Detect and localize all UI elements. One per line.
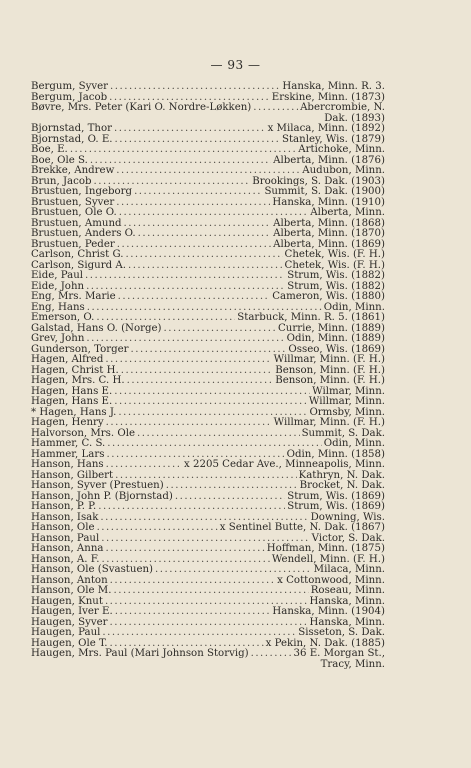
entry-name: Brun, Jacob [31,175,92,187]
dot-leader [85,271,285,282]
entry-name: Haugen, Mrs. Paul (Mari Johnson Storvig) [31,648,249,659]
list-item [31,229,385,240]
entry-place: Cameron, Wis. (1880) [272,291,385,302]
list-item [31,250,385,261]
dot-leader [115,607,271,618]
entry-place: Roseau, Minn. [310,585,385,596]
dot-leader [251,649,292,660]
dot-leader [121,366,273,377]
entry-place: Wilmar, Minn. [312,385,385,397]
entry-place: Odin, Minn. [323,438,385,449]
dot-leader [90,156,271,167]
entry-place: Kathryn, N. Dak. [298,469,385,481]
entry-name: Boe, Ole S. [31,154,88,166]
dot-leader [138,229,271,240]
entry-name: Hagen, Alfred [31,354,104,365]
entry-name: Eng, Hans [31,301,85,313]
dot-leader [155,565,312,576]
entry-place: Stanley, Wis. (1879) [281,133,385,145]
entry-place: x Milaca, Minn. (1892) [267,123,385,134]
entry-place: Artichoke, Minn. [298,144,385,155]
list-item [31,418,385,429]
entry-name: Bjornstad, O. E. [31,133,113,145]
entry-name: Eng, Mrs. Marie [31,291,116,302]
list-item [31,460,385,471]
dot-leader [110,576,276,587]
entry-place: x Pekin, N. Dak. (1885) [265,637,385,649]
entry-name: Brustuen, Syver [31,196,115,208]
entry-name: Hanson, Anna [31,543,104,554]
entry-name: Brustuen, Ingeborg [31,186,133,197]
entry-place: Currie, Minn. (1889) [277,322,385,334]
entry-place: Ormsby, Minn. [309,406,385,418]
dot-leader [70,145,296,156]
entry-place: Hoffman, Minn. (1875) [266,543,385,554]
entry-place: Downing, Wis. [310,511,385,523]
dot-leader [131,345,287,356]
list-item [31,397,385,408]
dot-leader [125,250,282,261]
entry-place: Erskine, Minn. (1873) [271,91,385,103]
entry-name: Emerson, O. [31,312,95,323]
entry-place: Alberta, Minn. [310,207,385,218]
list-item [31,355,385,366]
entry-place: Willmar, Minn. (F. H.) [273,417,385,428]
list-item [31,586,385,597]
entry-name: Hammer, C. S. [31,438,106,449]
entry-place: Alberta, Minn. (1870) [273,228,385,239]
entry-place: Summit, S. Dak. [301,427,385,439]
dot-leader [114,397,307,408]
entry-place: Alberta, Minn. (1876) [273,154,385,166]
entry-place: Hanska, Minn. R. 3. [282,81,385,92]
entry-name: Bjornstad, Thor [31,123,112,134]
entry-name: * Hagen, Hans J. [31,406,117,418]
list-item [31,523,385,534]
entry-place: 36 E. Morgan St., [293,648,385,659]
entry-name: Hanson, Isak [31,511,99,523]
entry-place: Brookings, S. Dak. (1903) [252,175,385,187]
entry-place: x 2205 Cedar Ave., Minneapolis, Minn. [184,459,385,470]
entry-name: Bergum, Syver [31,81,108,92]
entry-name: Eide, Paul [31,270,84,281]
entry-name: Haugen, Syver [31,616,108,628]
entry-place: Hanska, Minn. (1910) [272,196,385,208]
list-item [31,292,385,303]
entry-name: Hanson, Ole [31,522,95,533]
entry-name: Hanson, Syver (Prestuen) [31,480,164,491]
entry-name: Hanson, Anton [31,574,108,586]
dot-leader [105,544,264,555]
dot-leader [113,586,308,597]
entry-place: Benson, Minn. (F. H.) [275,364,385,376]
entry-name: Brustuen, Anders O. [31,228,136,239]
entry-name: Haugen, Iver E. [31,606,113,617]
dot-leader [127,376,274,387]
list-item [31,103,385,114]
entry-place: Osseo, Wis. (1869) [288,343,385,355]
entry-name: Carlson, Sigurd A. [31,259,126,271]
dot-leader [98,502,285,513]
list-item [31,439,385,450]
entry-place: Strum, Wis. (1869) [287,490,385,502]
entry-name: Hanson, Paul [31,532,100,544]
entry-name: Grev, John [31,333,85,344]
entry-place: Brocket, N. Dak. [299,480,385,491]
entry-name: Halvorson, Mrs. Ole [31,427,136,439]
entry-place: Milaca, Minn. [313,564,385,575]
list-item [31,607,385,618]
dot-leader [164,324,276,335]
dot-leader [116,166,300,177]
entry-place: Starbuck, Minn. R. 5. (1861) [237,312,385,323]
list-item [31,649,385,660]
dot-leader [86,334,284,345]
entry-place: Odin, Minn. [323,301,385,313]
entry-name: Haugen, Ole T. [31,637,108,649]
dot-leader [117,240,271,251]
dot-leader [119,208,309,219]
dot-leader [105,355,271,366]
entry-place: x Cottonwood, Minn. [277,574,385,586]
entry-name: Hanson, Ole (Svastuen) [31,564,154,575]
entry-name: Haugen, Knut [31,595,103,607]
dot-leader [86,282,285,293]
entry-place: Sisseton, S. Dak. [298,627,385,638]
entry-name: Bøvre, Mrs. Peter (Kari O. Nordre-Løkken) [31,102,252,113]
entry-name: Brustuen, Ole O. [31,207,117,218]
entry-name: Hagen, Henry [31,417,104,428]
list-item [31,481,385,492]
list-item [31,82,385,93]
entry-name: Eide, John [31,280,85,292]
dot-leader [106,418,272,429]
dot-leader [134,187,262,198]
list-item [31,565,385,576]
entry-place: Victor, S. Dak. [311,532,385,544]
entry-place: Hanska, Minn. [309,595,385,607]
entry-place-continuation: Tracy, Minn. [320,658,385,670]
dot-leader [110,82,280,93]
entry-place: Strum, Wis. (1882) [287,270,385,281]
entry-name: Brustuen, Peder [31,238,115,250]
list-item [31,376,385,387]
dot-leader [110,618,308,629]
list-item [31,124,385,135]
dot-leader [107,439,321,450]
dot-leader [128,261,283,272]
entry-name: Hagen, Hans E. [31,385,113,397]
entry-name: Brekke, Andrew [31,165,115,176]
list-item [31,628,385,639]
dot-leader [96,313,235,324]
list-item [31,544,385,555]
entry-name: Hanson, Ole M. [31,585,112,596]
entry-place: Summit, S. Dak. (1900) [264,186,385,197]
entry-list [31,82,385,670]
entry-place: Benson, Minn. (F. H.) [275,375,385,386]
entry-name: Brustuen, Amund [31,217,122,229]
entry-place: Willmar, Minn. (F. H.) [273,354,385,365]
dot-leader [114,124,266,135]
list-item [31,313,385,324]
list-item [31,502,385,513]
dot-leader [106,460,182,471]
list-item [31,145,385,156]
list-item [31,334,385,345]
entry-name: Haugen, Paul [31,627,101,638]
dot-leader [175,492,285,503]
entry-name: Boe, E. [31,144,68,155]
entry-place: Abercrombie, N. [300,102,385,113]
entry-place: Willmar, Minn. [308,396,385,407]
entry-name: Hagen, Christ H. [31,364,119,376]
dot-leader [166,481,298,492]
entry-place: Strum, Wis. (1882) [287,280,385,292]
dot-leader [137,429,300,440]
entry-name: Hanson, John P. (Bjornstad) [31,490,173,502]
entry-place: Wendell, Minn. (F. H.) [271,553,385,565]
entry-place: Audubon, Minn. [302,165,385,176]
entry-name: Gunderson, Torger [31,343,129,355]
entry-place: Hanska, Minn. [309,616,385,628]
list-item [31,271,385,282]
entry-place: Chetek, Wis. (F. H.) [284,259,385,271]
entry-place: Odin, Minn. (1858) [286,448,385,460]
entry-place: Strum, Wis. (1869) [287,501,385,512]
list-item [31,166,385,177]
dot-leader [115,135,280,146]
entry-place: Chetek, Wis. (F. H.) [284,249,385,260]
entry-name: Hanson, P. P. [31,501,97,512]
entry-name: Hanson, A. F. [31,553,100,565]
entry-place: Hanska, Minn. (1904) [272,606,385,617]
dot-leader [116,198,270,209]
entry-name: Hagen, Hans E. [31,396,113,407]
entry-place-continuation: Dak. (1893) [324,112,385,124]
dot-leader [124,219,272,230]
dot-leader [102,628,296,639]
entry-place: x Sentinel Butte, N. Dak. (1867) [219,522,385,533]
entry-name: Bergum, Jacob [31,91,108,103]
entry-name: Carlson, Christ G. [31,249,124,260]
page-number: — 93 — [210,58,261,72]
list-item [31,187,385,198]
dot-leader [97,523,218,534]
list-item [31,208,385,219]
dot-leader [114,387,310,398]
entry-place: Alberta, Minn. (1869) [273,238,385,250]
entry-place: Alberta, Minn. (1868) [273,217,385,229]
entry-name: Hanson, Gilbert [31,469,114,481]
entry-name: Hanson, Hans [31,459,104,470]
entry-name: Galstad, Hans O. (Norge) [31,322,162,334]
entry-place: Odin, Minn. (1889) [286,333,385,344]
entry-name: Hagen, Mrs. C. H. [31,375,125,386]
dot-leader [118,292,271,303]
dot-leader [253,103,298,114]
entry-name: Hammer, Lars [31,448,105,460]
